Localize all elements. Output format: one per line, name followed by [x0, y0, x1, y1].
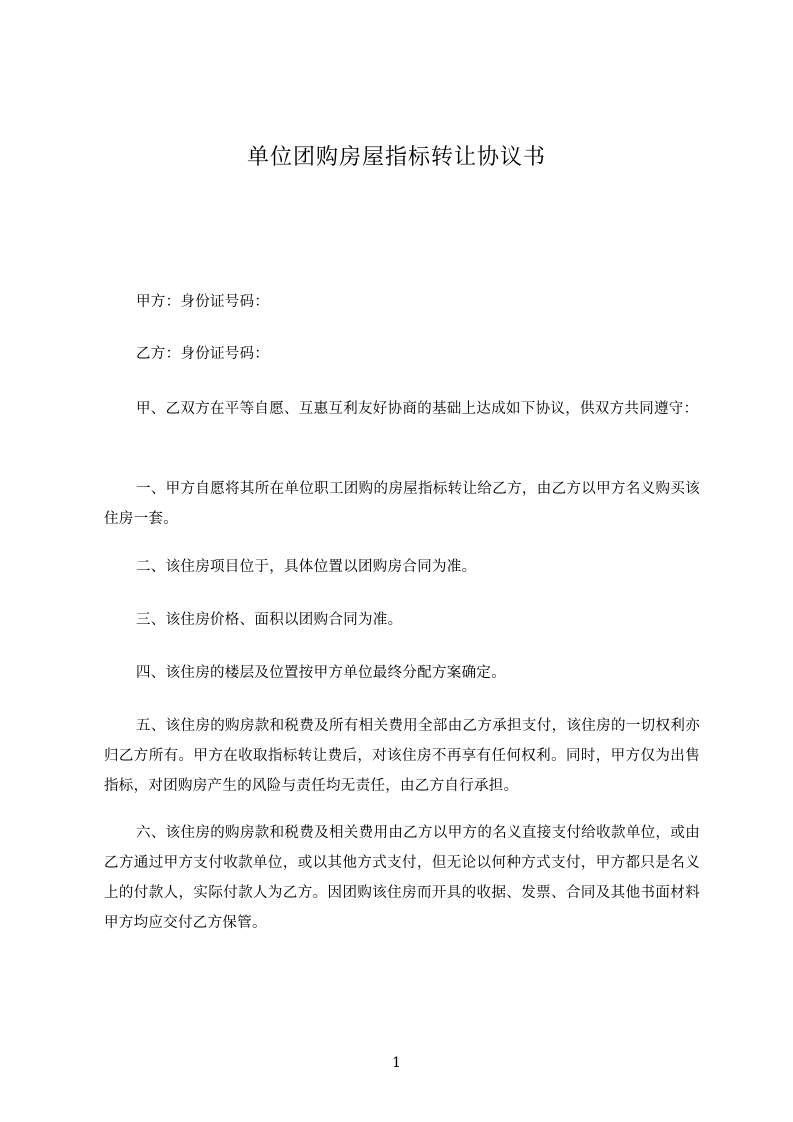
preamble-paragraph: 甲、乙双方在平等自愿、互惠互利友好协商的基础上达成如下协议，供双方共同遵守： [136, 401, 699, 417]
clause-6: 六、该住房的购房款和税费及相关费用由乙方以甲方的名义直接支付给收款单位，或由乙方通过甲方支付收款单位，或以其他方式支付，但无论以何种方式支付，甲方都只是名义上的付款人，实际付款人为乙方。因团购该住房而开具的收据、发票、合同及其他书面材料甲方均应交付乙方保管。 [104, 825, 700, 931]
party-a-line: 甲方：身份证号码： [136, 294, 270, 310]
clause-4: 四、该住房的楼层及位置按甲方单位最终分配方案确定。 [136, 665, 506, 681]
document-title: 单位团购房屋指标转让协议书 [246, 145, 546, 170]
clause-1: 一、甲方自愿将其所在单位职工团购的房屋指标转让给乙方，由乙方以甲方名义购买该住房一套。 [104, 481, 700, 527]
clause-2: 二、该住房项目位于，具体位置以团购房合同为准。 [136, 559, 477, 575]
clause-5: 五、该住房的购房款和税费及所有相关费用全部由乙方承担支付，该住房的一切权利亦归乙方所有。甲方在收取指标转让费后，对该住房不再享有任何权利。同时，甲方仅为出售指标，对团购房产生的风险与责任均无责任，由乙方自行承担。 [104, 718, 700, 794]
party-b-line: 乙方：身份证号码： [136, 346, 270, 362]
page-number: 1 [392, 1055, 401, 1071]
clause-3: 三、该住房价格、面积以团购合同为准。 [136, 612, 403, 628]
